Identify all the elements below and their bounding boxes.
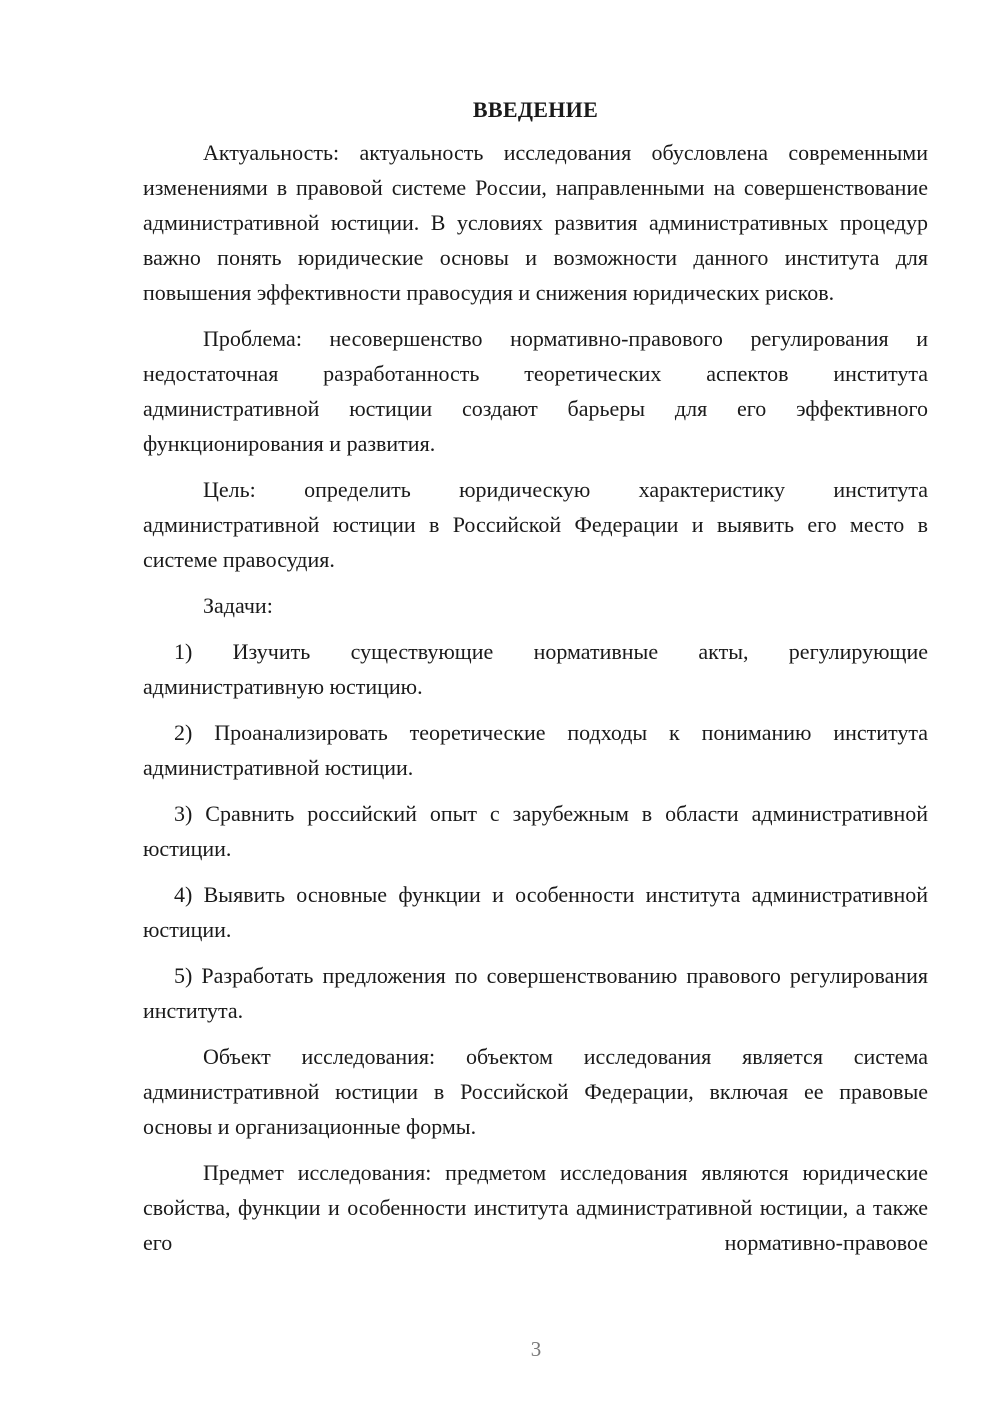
- subject-paragraph: Предмет исследования: предметом исследования являются юридические свойства, функции и особенности института административной юстиции, а также его нормативно-правовое: [143, 1160, 928, 1255]
- object-paragraph: Объект исследования: объектом исследования является система административной юстиции в Российской Федерации, включая ее правовые основы и организационные формы.: [143, 1044, 928, 1139]
- relevance-paragraph: Актуальность: актуальность исследования обусловлена современными изменениями в правовой системе России, направленными на совершенствование административной юстиции. В условиях развития административных процедур важно понять юридические основы и возможности данного института для повышения эффективности правосудия и снижения юридических рисков.: [143, 140, 928, 305]
- task-item: 1) Изучить существующие нормативные акты, регулирующие административную юстицию.: [143, 639, 928, 699]
- task-item: 5) Разработать предложения по совершенствованию правового регулирования института.: [143, 963, 928, 1023]
- task-item: 4) Выявить основные функции и особенности института административной юстиции.: [143, 882, 928, 942]
- document-body: [143, 95, 928, 1271]
- tasks-heading: Задачи:: [203, 593, 273, 618]
- page-title: ВВЕДЕНИЕ: [472, 97, 599, 122]
- task-item: 3) Сравнить российский опыт с зарубежным в области административной юстиции.: [143, 801, 928, 861]
- task-item: 2) Проанализировать теоретические подходы к пониманию института административной юстиции.: [143, 720, 928, 780]
- problem-paragraph: Проблема: несовершенство нормативно-правового регулирования и недостаточная разработанность теоретических аспектов института административной юстиции создают барьеры для его эффективного функционирования и развития.: [143, 326, 928, 456]
- goal-paragraph: Цель: определить юридическую характеристику института административной юстиции в Российской Федерации и выявить его место в системе правосудия.: [143, 477, 928, 572]
- page-number: 3: [530, 1337, 542, 1361]
